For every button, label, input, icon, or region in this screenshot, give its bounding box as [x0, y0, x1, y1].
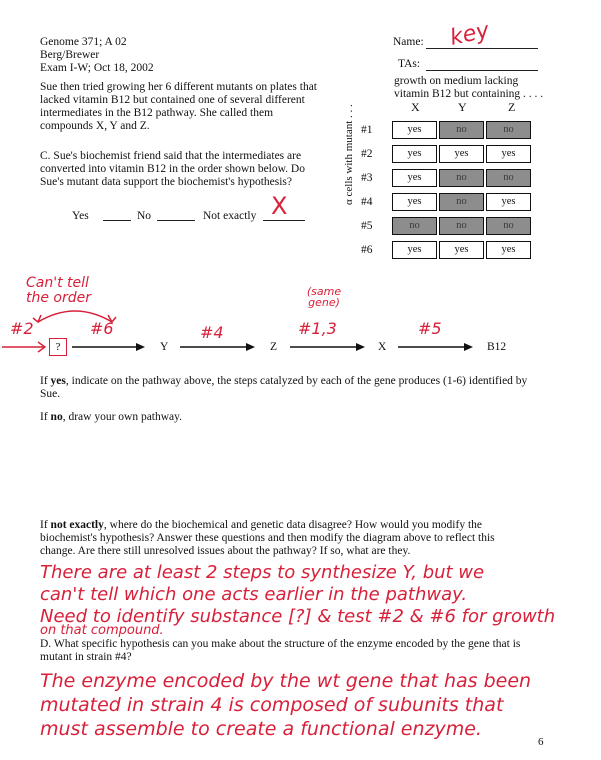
row-label-4: #4: [361, 196, 373, 208]
if-yes-line-2: Sue.: [40, 388, 61, 400]
cell-6-y: yes: [439, 241, 484, 259]
if-yes-line-1: [40, 375, 527, 388]
gene-2-label: #2: [10, 319, 34, 338]
intro-line-4: compounds X, Y and Z.: [40, 120, 150, 132]
not-exactly-bold: not exactly: [50, 519, 104, 531]
question-c-line-2: converted into vitamin B12 in the order shown below. Do: [40, 163, 305, 175]
name-label: Name:: [393, 36, 424, 48]
pathway-x: X: [378, 341, 387, 353]
unknown-substance-box: ?: [49, 338, 67, 356]
option-no-label: No: [137, 210, 152, 222]
pathway-z: Z: [270, 341, 278, 353]
cell-6-x: yes: [392, 241, 437, 259]
exam-line: Exam I-W; Oct 18, 2002: [40, 62, 154, 74]
pathway-b12: B12: [487, 341, 507, 353]
intro-line-3: intermediates in the B12 pathway. She called them: [40, 107, 274, 119]
table-title-2: vitamin B12 but containing . . . .: [394, 88, 544, 100]
course-line: Genome 371; A 02: [40, 36, 127, 48]
arrow-to-z: [178, 340, 260, 354]
question-d-line-2: mutant in strain #4?: [40, 651, 132, 663]
arrow-to-x: [288, 340, 370, 354]
answer-c-line-4: on that compound.: [40, 623, 164, 638]
table-side-label: α cells with mutant . . .: [343, 104, 355, 205]
col-head-z: Z: [508, 100, 516, 114]
instructors-line: Berg/Brewer: [40, 49, 100, 61]
cell-4-x: yes: [392, 193, 437, 211]
col-head-y: Y: [458, 100, 467, 114]
if-no-line: [40, 411, 182, 424]
gene-6-label: #6: [90, 319, 114, 338]
cell-6-z: yes: [486, 241, 531, 259]
gene-4-label: #4: [200, 323, 224, 342]
cell-2-x: yes: [392, 145, 437, 163]
if-yes-pre: If: [40, 375, 51, 387]
row-label-6: #6: [361, 244, 373, 256]
gene-1-3-label: #1,3: [298, 319, 337, 338]
cell-2-z: yes: [486, 145, 531, 163]
answer-c-line-2: can't tell which one acts earlier in the pathway.: [40, 584, 468, 605]
if-no-bold: no: [50, 411, 63, 423]
cell-3-z: no: [486, 169, 531, 187]
cell-1-x: yes: [392, 121, 437, 139]
not-exactly-line-3: change. Are there still unresolved issues about the pathway? If so, what are they.: [40, 545, 411, 557]
cell-2-y: yes: [439, 145, 484, 163]
cell-5-x: no: [392, 217, 437, 235]
arrow-to-y: [70, 340, 150, 354]
cell-3-y: no: [439, 169, 484, 187]
gene-5-label: #5: [418, 319, 442, 338]
col-head-x: X: [411, 100, 420, 114]
if-no-pre: If: [40, 411, 51, 423]
tas-label: TAs:: [398, 58, 421, 70]
not-exactly-post: , where do the biochemical and genetic data disagree? How would you modify the: [103, 519, 482, 531]
page-number: 6: [538, 736, 544, 748]
name-underline: [426, 48, 538, 49]
cell-1-y: no: [439, 121, 484, 139]
row-label-1: #1: [361, 124, 373, 136]
option-no-blank: [157, 220, 195, 221]
option-yes-blank: [103, 220, 131, 221]
row-label-5: #5: [361, 220, 373, 232]
row-label-3: #3: [361, 172, 373, 184]
intro-line-1: Sue then tried growing her 6 different mutants on plates that: [40, 81, 317, 93]
row-label-2: #2: [361, 148, 373, 160]
name-value: key: [447, 18, 492, 51]
not-exactly-pre: If: [40, 519, 51, 531]
cell-5-z: no: [486, 217, 531, 235]
cell-1-z: no: [486, 121, 531, 139]
option-not-exactly-blank: [263, 220, 305, 221]
arrow-to-b12: [396, 340, 478, 354]
answer-d-line-1: The enzyme encoded by the wt gene that has been: [40, 670, 532, 692]
gene-2-red-arrow: [0, 340, 50, 354]
cell-3-x: yes: [392, 169, 437, 187]
question-c-line-1: C. Sue's biochemist friend said that the intermediates are: [40, 150, 302, 162]
option-not-exactly-label: Not exactly: [203, 210, 257, 222]
cell-4-z: yes: [486, 193, 531, 211]
answer-c-line-3: Need to identify substance [?] & test #2 & #6 for growth: [40, 606, 556, 627]
cell-4-y: no: [439, 193, 484, 211]
tas-underline: [426, 70, 538, 71]
intro-line-2: lacked vitamin B12 but contained one of several different: [40, 94, 305, 106]
not-exactly-line-2: biochemist's hypothesis? Answer these questions and then modify the diagram above to reflect this: [40, 532, 495, 544]
cell-5-y: no: [439, 217, 484, 235]
pathway-y: Y: [160, 341, 169, 353]
if-yes-post: , indicate on the pathway above, the steps catalyzed by each of the gene produces (1-6) identified by: [65, 375, 528, 387]
table-title-1: growth on medium lacking: [394, 75, 519, 87]
annotation-cant-tell-order: Can't tell the order: [26, 275, 92, 306]
question-c-line-3: Sue's mutant data support the biochemist's hypothesis?: [40, 176, 293, 188]
answer-c-line-1: There are at least 2 steps to synthesize Y, but we: [40, 562, 485, 583]
if-no-post: , draw your own pathway.: [62, 411, 183, 423]
answer-d-line-2: mutated in strain 4 is composed of subunits that: [40, 694, 504, 716]
option-yes-label: Yes: [72, 210, 89, 222]
not-exactly-line-1: [40, 519, 482, 532]
if-yes-bold: yes: [50, 375, 66, 387]
annotation-same-gene: (same gene): [306, 285, 342, 309]
question-d-line-1: D. What specific hypothesis can you make about the structure of the enzyme encoded by the gene that is: [40, 638, 521, 650]
answer-d-line-3: must assemble to create a functional enzyme.: [40, 718, 482, 740]
not-exactly-mark: X: [271, 192, 288, 220]
